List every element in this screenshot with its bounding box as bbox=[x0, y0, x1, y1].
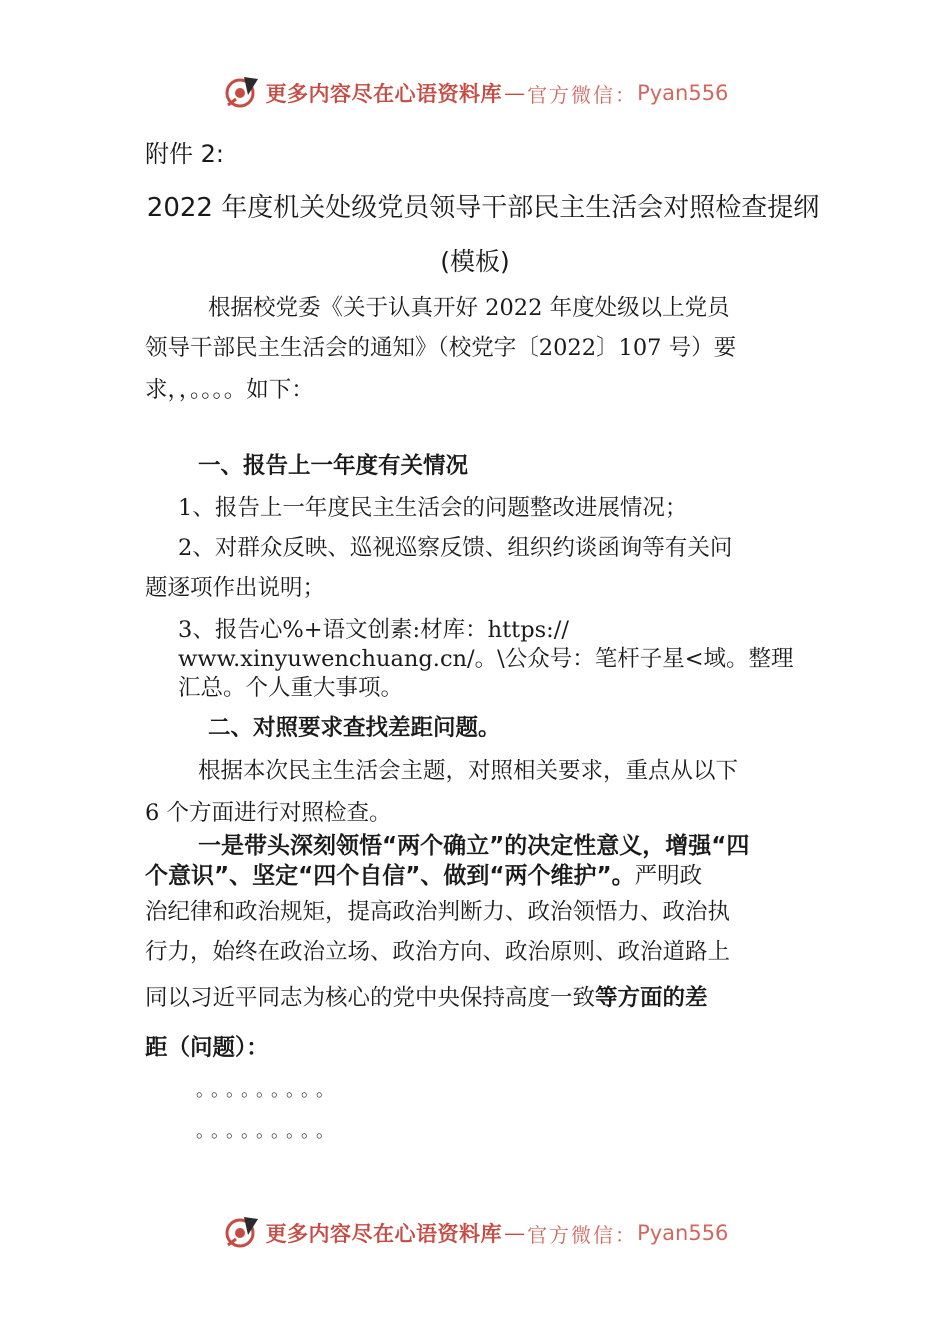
point-1-line-4: 行力，始终在政治立场、政治方向、政治原则、政治道路上 bbox=[145, 939, 731, 965]
point-1-line-6: 距（问题）： bbox=[145, 1035, 269, 1061]
section-2-para-line-2: 6 个方面进行对照检查。 bbox=[145, 800, 392, 826]
point-1-line-1: 一是带头深刻领悟“两个确立”的决定性意义，增强“四 bbox=[198, 833, 750, 859]
point-1-line-5 bbox=[145, 980, 708, 1012]
point-1-line-2 bbox=[145, 857, 702, 890]
attachment-label: 附件 2: bbox=[145, 140, 224, 168]
intro-line-3: 求，，。。。。如下： bbox=[145, 377, 314, 403]
point-1-line-5-plain: 同以习近平同志为核心的党中央保持高度一致 bbox=[145, 985, 596, 1011]
watermark-wechat-id: Pyan556 bbox=[637, 81, 729, 105]
intro-line-2: 领导干部民主生活会的通知》（校党字〔2022〕107 号）要 bbox=[145, 335, 737, 361]
watermark-wechat-label: 官方微信： bbox=[527, 1222, 638, 1247]
point-1-line-2-bold: 个意识”、坚定“四个自信”、做到“两个维护”。 bbox=[145, 863, 635, 889]
watermark-brand: 更多内容尽在心语资料库 bbox=[265, 1221, 503, 1246]
brand-logo-icon bbox=[222, 1213, 262, 1253]
section-2-para-line-1: 根据本次民主生活会主题，对照相关要求，重点从以下 bbox=[198, 758, 739, 784]
watermark-wechat-label: 官方微信： bbox=[527, 82, 638, 107]
watermark-brand: 更多内容尽在心语资料库 bbox=[265, 81, 503, 106]
placeholder-line-2: 。。。。。。。。。 bbox=[196, 1121, 340, 1142]
watermark-dash: — bbox=[504, 1221, 526, 1245]
placeholder-line-1: 。。。。。。。。。 bbox=[196, 1080, 340, 1101]
section-1-item-3-line-3: 汇总。个人重大事项。 bbox=[178, 675, 404, 701]
section-1-heading: 一、报告上一年度有关情况 bbox=[198, 453, 469, 479]
document-title: 2022 年度机关处级党员领导干部民主生活会对照检查提纲 bbox=[146, 193, 820, 223]
point-1-line-5-bold: 等方面的差 bbox=[595, 985, 708, 1011]
watermark-banner-top bbox=[0, 68, 950, 118]
brand-logo-icon bbox=[222, 73, 262, 113]
section-1-item-2-line-2: 题逐项作出说明； bbox=[145, 575, 326, 601]
section-2-heading: 二、对照要求查找差距问题。 bbox=[208, 715, 501, 741]
point-1-line-3: 治纪律和政治规矩，提高政治判断力、政治领悟力、政治执 bbox=[145, 899, 731, 925]
watermark-wechat-id: Pyan556 bbox=[637, 1221, 729, 1245]
section-1-item-1: 1、报告上一年度民主生活会的问题整改进展情况； bbox=[178, 495, 688, 521]
watermark-banner-bottom bbox=[0, 1208, 950, 1258]
section-1-item-2-line-1: 2、对群众反映、巡视巡察反馈、组织约谈函询等有关问 bbox=[178, 535, 733, 561]
section-1-item-3-line-2: www.xinyuwenchuang.cn/。\公众号：笔杆子星<域。整理 bbox=[178, 646, 794, 672]
section-1-item-3-line-1: 3、报告心%+语文创素:材库：https:// bbox=[178, 617, 569, 643]
watermark-dash: — bbox=[504, 81, 526, 105]
intro-line-1: 根据校党委《关于认真开好 2022 年度处级以上党员 bbox=[208, 295, 730, 321]
document-subtitle: (模板) bbox=[440, 247, 510, 276]
point-1-line-2-tail: 严明政 bbox=[634, 863, 703, 889]
